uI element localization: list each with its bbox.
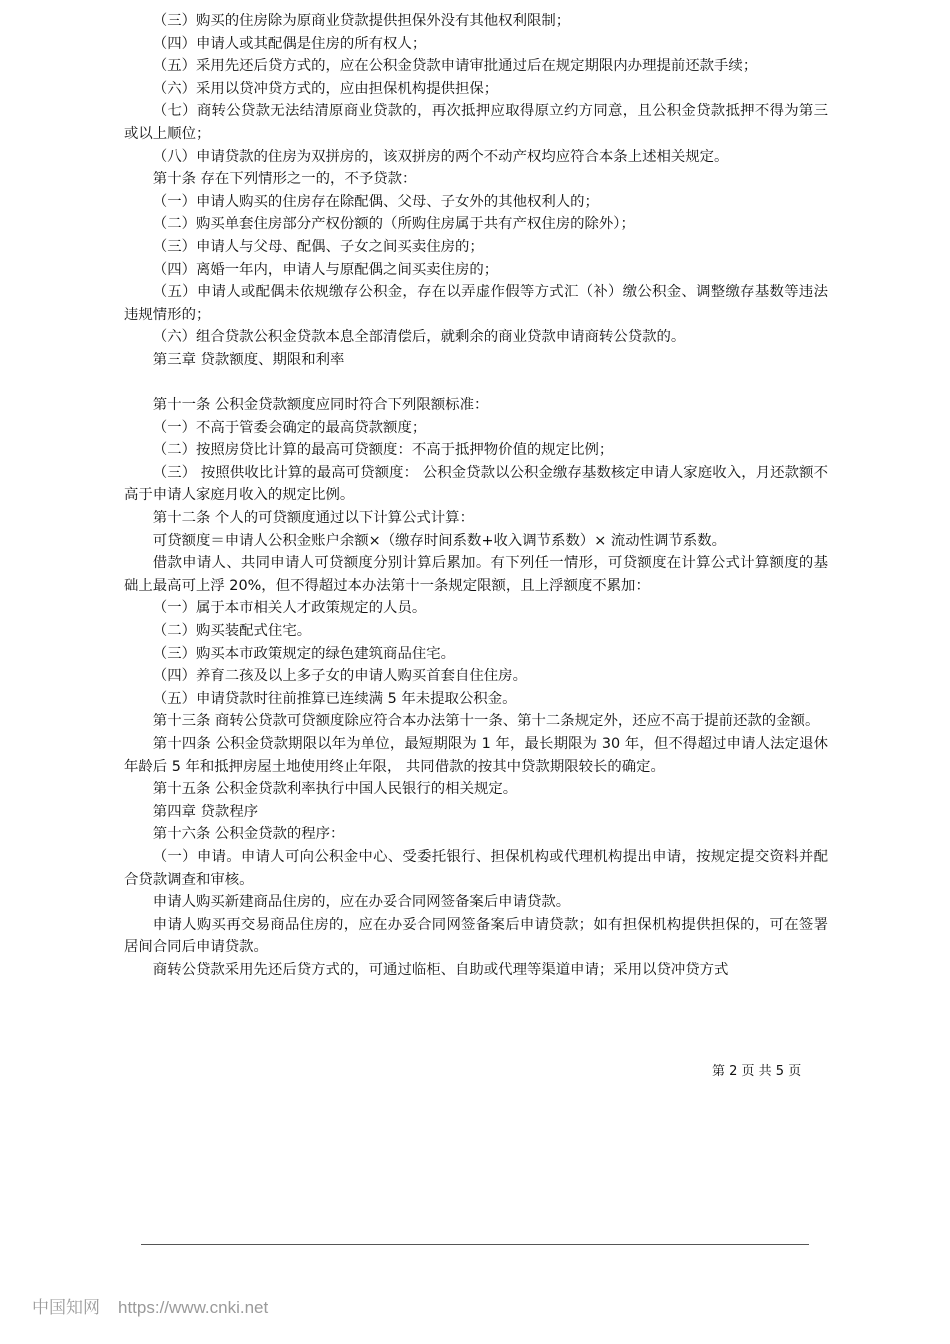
paragraph: （三）购买的住房除为原商业贷款提供担保外没有其他权利限制； [152, 13, 571, 29]
paragraph: （四）离婚一年内，申请人与原配偶之间买卖住房的； [152, 261, 499, 278]
paragraph: （三） 按照供收比计算的最高可贷额度： 公积金贷款以公积金缴存基数核定申请人家庭收入，月还款额不高于申请人家庭月收入的规定比例。 [124, 464, 828, 504]
article-heading: 第十二条 个人的可贷额度通过以下计算公式计算： [152, 510, 474, 527]
paragraph: 商转公贷款采用先还后贷方式的，可通过临柜、自助或代理等渠道申请；采用以贷冲贷方式 [152, 961, 729, 978]
paragraph: （六）组合贷款公积金贷款本息全部清偿后，就剩余的商业贷款申请商转公贷款的。 [152, 329, 686, 346]
paragraph: （二）按照房贷比计算的最高可贷额度：不高于抵押物价值的规定比例； [152, 442, 614, 459]
paragraph: （七）商转公贷款无法结清原商业贷款的，再次抵押应取得原立约方同意，且公积金贷款抵押不得为第三或以上顺位； [124, 103, 828, 142]
page-number: 第 2 页 共 5 页 [712, 1064, 802, 1079]
chapter-heading: 第三章 贷款额度、期限和利率 [152, 351, 345, 368]
paragraph: （八）申请贷款的住房为双拼房的，该双拼房的两个不动产权均应符合本条上述相关规定。 [152, 148, 729, 165]
paragraph: （一）不高于管委会确定的最高贷款额度； [152, 419, 427, 436]
paragraph: （四）养育二孩及以上多子女的申请人购买首套自住住房。 [152, 668, 527, 685]
paragraph: 申请人购买新建商品住房的，应在办妥合同网签备案后申请贷款。 [152, 894, 571, 911]
document-body [124, 10, 828, 982]
paragraph: 借款申请人、共同申请人可贷额度分别计算后累加。有下列任一情形，可贷额度在计算公式计算额度的基础上最高可上浮 20%，但不得超过本办法第十一条规定限额，且上浮额度不累加： [124, 555, 828, 594]
article-heading: 第十三条 商转公贷款可贷额度除应符合本办法第十一条、第十二条规定外，还应不高于提前还款的金额。 [152, 713, 820, 730]
article-heading: 第十四条 公积金贷款期限以年为单位，最短期限为 1 年，最长期限为 30 年，但不得超过申请人法定退休年龄后 5 年和抵押房屋土地使用终止年限， 共同借款的按其中贷款期限较长的确定。 [124, 736, 828, 775]
article-heading: 第十一条 公积金贷款额度应同时符合下列限额标准： [152, 397, 489, 414]
paragraph: （五）申请贷款时往前推算已连续满 5 年未提取公积金。 [152, 690, 517, 707]
chapter-heading: 第四章 贷款程序 [152, 803, 259, 820]
paragraph: （三）申请人与父母、配偶、子女之间买卖住房的； [152, 238, 484, 255]
paragraph: （二）购买单套住房部分产权份额的（所购住房属于共有产权住房的除外）； [152, 216, 635, 233]
article-heading: 第十条 存在下列情形之一的，不予贷款： [152, 171, 417, 188]
paragraph: （四）申请人或其配偶是住房的所有权人； [152, 35, 427, 52]
article-heading: 第十五条 公积金贷款利率执行中国人民银行的相关规定。 [152, 781, 518, 798]
formula-line: 可贷额度＝申请人公积金账户余额×（缴存时间系数+收入调节系数）× 流动性调节系数。 [152, 532, 727, 549]
paragraph: （六）采用以贷冲贷方式的，应由担保机构提供担保； [152, 80, 499, 97]
article-heading: 第十六条 公积金贷款的程序： [152, 826, 345, 843]
paragraph: （五）申请人或配偶未依规缴存公积金，存在以弄虚作假等方式汇（补）缴公积金、调整缴存基数等违法违规情形的； [124, 284, 828, 323]
paragraph: （一）属于本市相关人才政策规定的人员。 [152, 600, 427, 617]
paragraph: （二）购买装配式住宅。 [152, 623, 312, 640]
paragraph: （一）申请人购买的住房存在除配偶、父母、子女外的其他权利人的； [152, 193, 599, 210]
paragraph: （三）购买本市政策规定的绿色建筑商品住宅。 [152, 645, 456, 662]
blank-line [124, 372, 828, 395]
watermark-brand: 中国知网 [32, 1298, 100, 1318]
paragraph: 申请人购买再交易商品住房的，应在办妥合同网签备案后申请贷款；如有担保机构提供担保的，可在签署居间合同后申请贷款。 [124, 916, 828, 956]
watermark-url[interactable]: https://www.cnki.net [118, 1298, 269, 1317]
watermark [32, 1293, 268, 1318]
footer-divider [141, 1244, 809, 1245]
paragraph: （五）采用先还后贷方式的，应在公积金贷款申请审批通过后在规定期限内办理提前还款手续； [152, 58, 758, 75]
paragraph: （一）申请。申请人可向公积金中心、受委托银行、担保机构或代理机构提出申请，按规定提交资料并配合贷款调查和审核。 [124, 848, 828, 888]
